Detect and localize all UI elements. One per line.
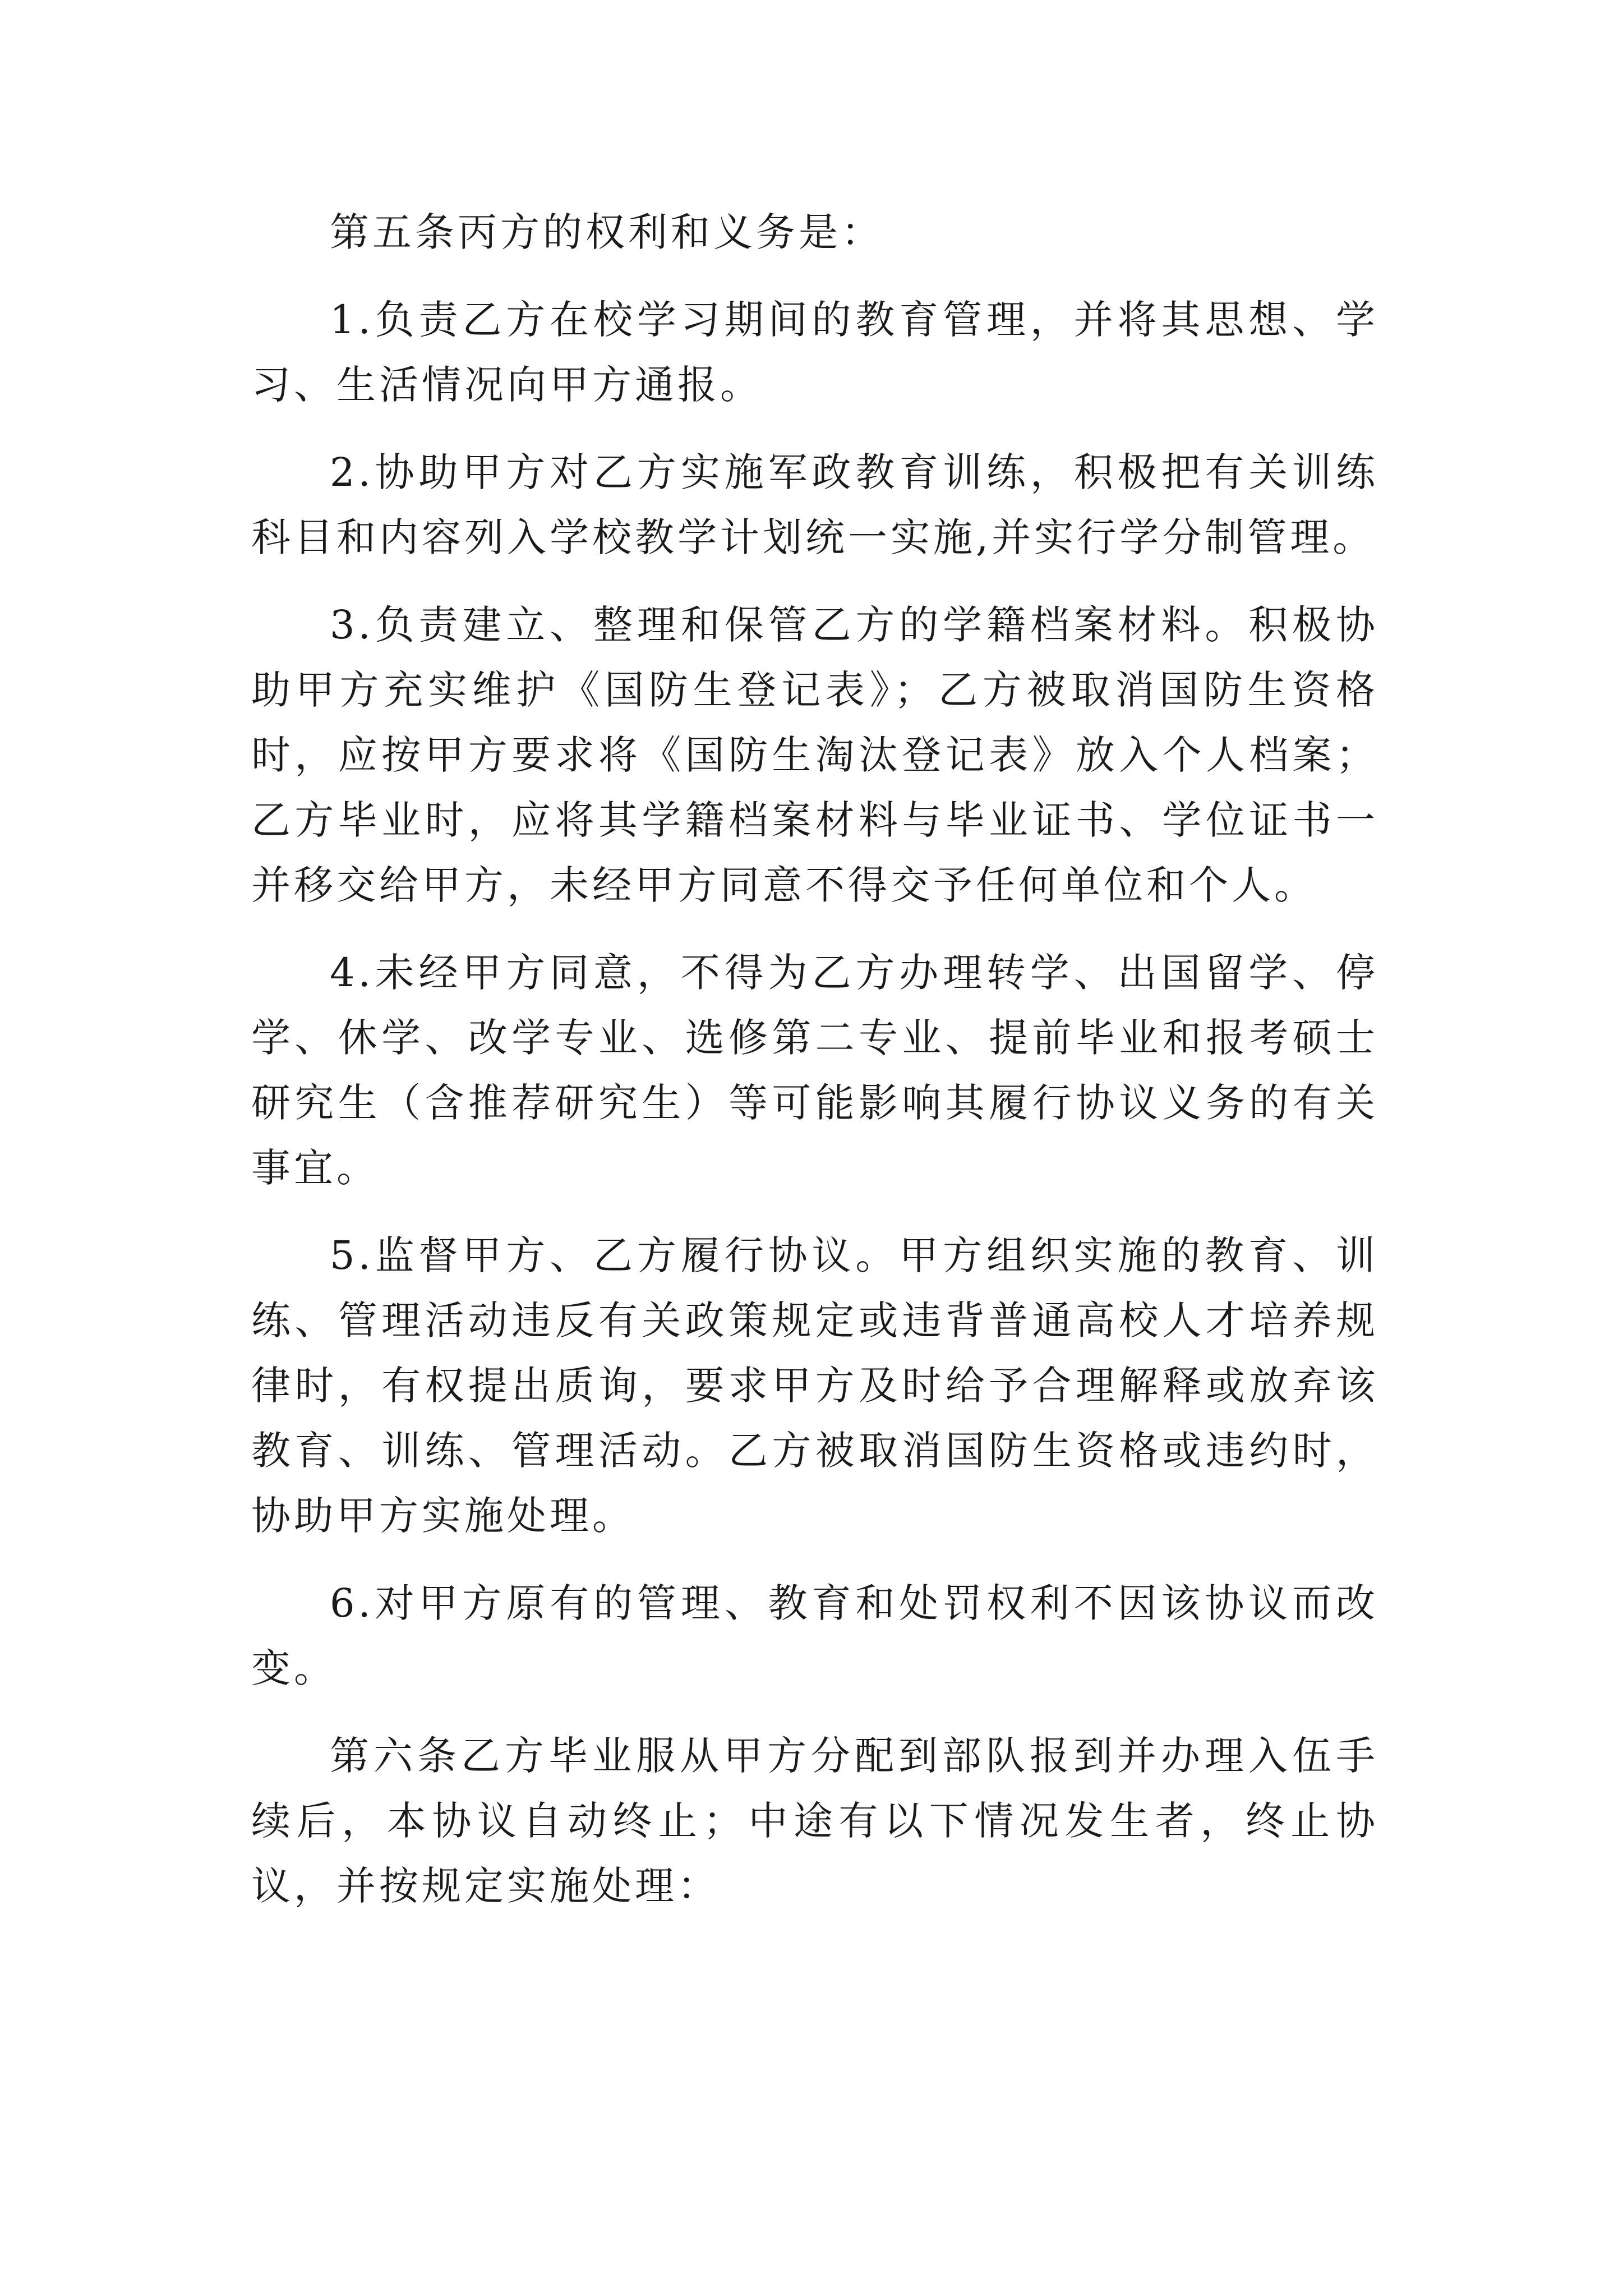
- clause-5: 5.监督甲方、乙方履行协议。甲方组织实施的教育、训练、管理活动违反有关政策规定或违背普通高校人才培养规律时，有权提出质询，要求甲方及时给予合理解释或放弃该教育、训练、管理活动。乙方被取消国防生资格或违约时，协助甲方实施处理。: [251, 1232, 1378, 1539]
- clause-3: 3.负责建立、整理和保管乙方的学籍档案材料。积极协助甲方充实维护《国防生登记表》；乙方被取消国防生资格时，应按甲方要求将《国防生淘汰登记表》放入个人档案；乙方毕业时，应将其学籍档案材料与毕业证书、学位证书一并移交给甲方，未经甲方同意不得交予任何单位和个人。: [251, 602, 1378, 908]
- clause-4: 4.未经甲方同意，不得为乙方办理转学、出国留学、停学、休学、改学专业、选修第二专业、提前毕业和报考硕士研究生（含推荐研究生）等可能影响其履行协议义务的有关事宜。: [251, 950, 1378, 1191]
- clause-1: 1.负责乙方在校学习期间的教育管理，并将其思想、学习、生活情况向甲方通报。: [251, 297, 1378, 408]
- clause-2: 2.协助甲方对乙方实施军政教育训练，积极把有关训练科目和内容列入学校教学计划统一实施,并实行学分制管理。: [251, 449, 1378, 560]
- article-5-heading: 第五条丙方的权利和义务是：: [330, 209, 884, 255]
- document-body: [251, 200, 1378, 1941]
- article-6-paragraph: 第六条乙方毕业服从甲方分配到部队报到并办理入伍手续后，本协议自动终止；中途有以下情况发生者，终止协议，并按规定实施处理：: [251, 1733, 1378, 1909]
- clause-6: 6.对甲方原有的管理、教育和处罚权利不因该协议而改变。: [251, 1580, 1378, 1691]
